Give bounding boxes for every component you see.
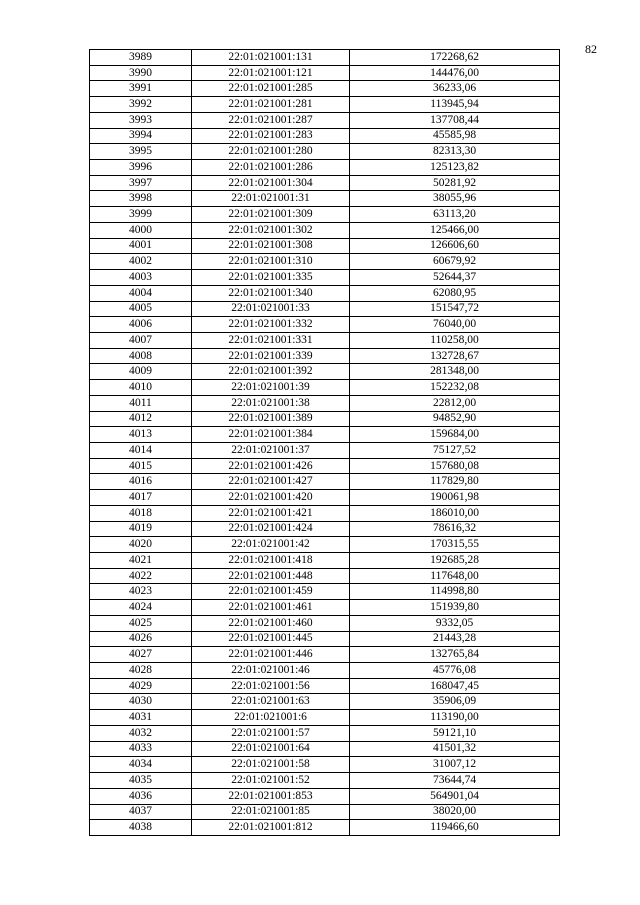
table-row [90, 710, 560, 726]
row-number-cell: 4018 [90, 505, 192, 521]
cadastral-number-cell: 22:01:021001:308 [192, 238, 350, 254]
row-number-cell: 4017 [90, 490, 192, 506]
value-cell: 117648,00 [350, 568, 560, 584]
value-cell: 172268,62 [350, 50, 560, 66]
cadastral-number-cell: 22:01:021001:42 [192, 537, 350, 553]
row-number-cell: 4004 [90, 285, 192, 301]
row-number-cell: 4020 [90, 537, 192, 553]
row-number-cell: 4009 [90, 364, 192, 380]
value-cell: 73644,74 [350, 773, 560, 789]
cadastral-number-cell: 22:01:021001:335 [192, 270, 350, 286]
cadastral-number-cell: 22:01:021001:6 [192, 710, 350, 726]
row-number-cell: 4016 [90, 474, 192, 490]
table-row [90, 81, 560, 97]
table-row [90, 458, 560, 474]
cadastral-number-cell: 22:01:021001:460 [192, 615, 350, 631]
value-cell: 144476,00 [350, 65, 560, 81]
value-cell: 151939,80 [350, 600, 560, 616]
value-cell: 113190,00 [350, 710, 560, 726]
row-number-cell: 4010 [90, 380, 192, 396]
table-row [90, 65, 560, 81]
value-cell: 59121,10 [350, 725, 560, 741]
value-cell: 132765,84 [350, 647, 560, 663]
cadastral-number-cell: 22:01:021001:340 [192, 285, 350, 301]
cadastral-number-cell: 22:01:021001:309 [192, 207, 350, 223]
value-cell: 36233,06 [350, 81, 560, 97]
row-number-cell: 4023 [90, 584, 192, 600]
table-row [90, 773, 560, 789]
row-number-cell: 3989 [90, 50, 192, 66]
value-cell: 117829,80 [350, 474, 560, 490]
table-row [90, 474, 560, 490]
value-cell: 9332,05 [350, 615, 560, 631]
value-cell: 168047,45 [350, 678, 560, 694]
cadastral-number-cell: 22:01:021001:46 [192, 663, 350, 679]
table-row [90, 600, 560, 616]
cadastral-number-cell: 22:01:021001:64 [192, 741, 350, 757]
table-row [90, 411, 560, 427]
row-number-cell: 4035 [90, 773, 192, 789]
value-cell: 21443,28 [350, 631, 560, 647]
cadastral-number-cell: 22:01:021001:57 [192, 725, 350, 741]
row-number-cell: 4002 [90, 254, 192, 270]
cadastral-number-cell: 22:01:021001:283 [192, 128, 350, 144]
cadastral-number-cell: 22:01:021001:37 [192, 442, 350, 458]
value-cell: 31007,12 [350, 757, 560, 773]
value-cell: 63113,20 [350, 207, 560, 223]
row-number-cell: 3992 [90, 97, 192, 113]
table-row [90, 144, 560, 160]
table-row [90, 238, 560, 254]
cadastral-number-cell: 22:01:021001:424 [192, 521, 350, 537]
table-row [90, 191, 560, 207]
value-cell: 75127,52 [350, 442, 560, 458]
row-number-cell: 4037 [90, 804, 192, 820]
cadastral-number-cell: 22:01:021001:421 [192, 505, 350, 521]
cadastral-number-cell: 22:01:021001:446 [192, 647, 350, 663]
value-cell: 78616,32 [350, 521, 560, 537]
cadastral-number-cell: 22:01:021001:287 [192, 112, 350, 128]
row-number-cell: 4003 [90, 270, 192, 286]
row-number-cell: 4030 [90, 694, 192, 710]
value-cell: 22812,00 [350, 395, 560, 411]
row-number-cell: 3998 [90, 191, 192, 207]
cadastral-number-cell: 22:01:021001:389 [192, 411, 350, 427]
value-cell: 41501,32 [350, 741, 560, 757]
value-cell: 125123,82 [350, 160, 560, 176]
row-number-cell: 4021 [90, 553, 192, 569]
table-row [90, 97, 560, 113]
row-number-cell: 4008 [90, 348, 192, 364]
cadastral-number-cell: 22:01:021001:121 [192, 65, 350, 81]
page-number: 82 [585, 42, 597, 56]
cadastral-number-cell: 22:01:021001:332 [192, 317, 350, 333]
table-row [90, 207, 560, 223]
table-row [90, 584, 560, 600]
cadastral-number-cell: 22:01:021001:38 [192, 395, 350, 411]
value-cell: 52644,37 [350, 270, 560, 286]
row-number-cell: 3997 [90, 175, 192, 191]
row-number-cell: 4036 [90, 788, 192, 804]
value-cell: 186010,00 [350, 505, 560, 521]
value-cell: 119466,60 [350, 820, 560, 836]
value-cell: 152232,08 [350, 380, 560, 396]
value-cell: 114998,80 [350, 584, 560, 600]
value-cell: 125466,00 [350, 222, 560, 238]
value-cell: 190061,98 [350, 490, 560, 506]
table-row [90, 678, 560, 694]
cadastral-number-cell: 22:01:021001:286 [192, 160, 350, 176]
row-number-cell: 4028 [90, 663, 192, 679]
table-row [90, 270, 560, 286]
table-row [90, 537, 560, 553]
value-cell: 82313,30 [350, 144, 560, 160]
value-cell: 126606,60 [350, 238, 560, 254]
table-row [90, 332, 560, 348]
value-cell: 110258,00 [350, 332, 560, 348]
table-row [90, 804, 560, 820]
table-row [90, 175, 560, 191]
value-cell: 170315,55 [350, 537, 560, 553]
row-number-cell: 3993 [90, 112, 192, 128]
value-cell: 35906,09 [350, 694, 560, 710]
table-row [90, 663, 560, 679]
value-cell: 94852,90 [350, 411, 560, 427]
table-row [90, 553, 560, 569]
table-row [90, 128, 560, 144]
table-row [90, 694, 560, 710]
cadastral-number-cell: 22:01:021001:85 [192, 804, 350, 820]
value-cell: 157680,08 [350, 458, 560, 474]
value-cell: 151547,72 [350, 301, 560, 317]
table-row [90, 395, 560, 411]
table-row [90, 490, 560, 506]
row-number-cell: 4011 [90, 395, 192, 411]
row-number-cell: 4032 [90, 725, 192, 741]
row-number-cell: 4034 [90, 757, 192, 773]
row-number-cell: 3990 [90, 65, 192, 81]
table-row [90, 427, 560, 443]
row-number-cell: 3999 [90, 207, 192, 223]
table-row [90, 820, 560, 836]
cadastral-number-cell: 22:01:021001:427 [192, 474, 350, 490]
value-cell: 159684,00 [350, 427, 560, 443]
table-row [90, 285, 560, 301]
parcel-table [89, 49, 560, 836]
row-number-cell: 3994 [90, 128, 192, 144]
row-number-cell: 4025 [90, 615, 192, 631]
table-row [90, 568, 560, 584]
value-cell: 192685,28 [350, 553, 560, 569]
row-number-cell: 4026 [90, 631, 192, 647]
value-cell: 132728,67 [350, 348, 560, 364]
cadastral-number-cell: 22:01:021001:392 [192, 364, 350, 380]
row-number-cell: 3991 [90, 81, 192, 97]
cadastral-number-cell: 22:01:021001:33 [192, 301, 350, 317]
cadastral-number-cell: 22:01:021001:52 [192, 773, 350, 789]
table-row [90, 725, 560, 741]
cadastral-number-cell: 22:01:021001:853 [192, 788, 350, 804]
cadastral-number-cell: 22:01:021001:56 [192, 678, 350, 694]
cadastral-number-cell: 22:01:021001:302 [192, 222, 350, 238]
table-row [90, 348, 560, 364]
cadastral-number-cell: 22:01:021001:331 [192, 332, 350, 348]
row-number-cell: 4027 [90, 647, 192, 663]
table-row [90, 442, 560, 458]
row-number-cell: 4022 [90, 568, 192, 584]
row-number-cell: 4033 [90, 741, 192, 757]
cadastral-number-cell: 22:01:021001:461 [192, 600, 350, 616]
table-body [90, 50, 560, 836]
row-number-cell: 4012 [90, 411, 192, 427]
value-cell: 281348,00 [350, 364, 560, 380]
cadastral-number-cell: 22:01:021001:281 [192, 97, 350, 113]
cadastral-number-cell: 22:01:021001:280 [192, 144, 350, 160]
row-number-cell: 4014 [90, 442, 192, 458]
table-row [90, 757, 560, 773]
row-number-cell: 4024 [90, 600, 192, 616]
value-cell: 76040,00 [350, 317, 560, 333]
row-number-cell: 3995 [90, 144, 192, 160]
table-row [90, 160, 560, 176]
value-cell: 60679,92 [350, 254, 560, 270]
row-number-cell: 3996 [90, 160, 192, 176]
value-cell: 45585,98 [350, 128, 560, 144]
row-number-cell: 4007 [90, 332, 192, 348]
table-row [90, 364, 560, 380]
value-cell: 137708,44 [350, 112, 560, 128]
value-cell: 50281,92 [350, 175, 560, 191]
row-number-cell: 4019 [90, 521, 192, 537]
value-cell: 113945,94 [350, 97, 560, 113]
table-row [90, 50, 560, 66]
cadastral-number-cell: 22:01:021001:58 [192, 757, 350, 773]
cadastral-number-cell: 22:01:021001:304 [192, 175, 350, 191]
row-number-cell: 4038 [90, 820, 192, 836]
cadastral-number-cell: 22:01:021001:63 [192, 694, 350, 710]
table-row [90, 631, 560, 647]
cadastral-number-cell: 22:01:021001:445 [192, 631, 350, 647]
row-number-cell: 4006 [90, 317, 192, 333]
row-number-cell: 4031 [90, 710, 192, 726]
cadastral-number-cell: 22:01:021001:310 [192, 254, 350, 270]
cadastral-number-cell: 22:01:021001:418 [192, 553, 350, 569]
row-number-cell: 4001 [90, 238, 192, 254]
cadastral-number-cell: 22:01:021001:131 [192, 50, 350, 66]
cadastral-number-cell: 22:01:021001:426 [192, 458, 350, 474]
cadastral-number-cell: 22:01:021001:285 [192, 81, 350, 97]
value-cell: 45776,08 [350, 663, 560, 679]
cadastral-number-cell: 22:01:021001:420 [192, 490, 350, 506]
value-cell: 38020,00 [350, 804, 560, 820]
table-row [90, 741, 560, 757]
table-row [90, 301, 560, 317]
table-row [90, 112, 560, 128]
cadastral-number-cell: 22:01:021001:812 [192, 820, 350, 836]
table-row [90, 254, 560, 270]
row-number-cell: 4029 [90, 678, 192, 694]
cadastral-number-cell: 22:01:021001:339 [192, 348, 350, 364]
table-row [90, 222, 560, 238]
row-number-cell: 4013 [90, 427, 192, 443]
table-row [90, 505, 560, 521]
cadastral-number-cell: 22:01:021001:448 [192, 568, 350, 584]
table-row [90, 317, 560, 333]
cadastral-number-cell: 22:01:021001:39 [192, 380, 350, 396]
table-row [90, 380, 560, 396]
table-row [90, 521, 560, 537]
table-row [90, 647, 560, 663]
value-cell: 62080,95 [350, 285, 560, 301]
row-number-cell: 4005 [90, 301, 192, 317]
value-cell: 38055,96 [350, 191, 560, 207]
row-number-cell: 4015 [90, 458, 192, 474]
row-number-cell: 4000 [90, 222, 192, 238]
table-row [90, 788, 560, 804]
cadastral-number-cell: 22:01:021001:31 [192, 191, 350, 207]
table-row [90, 615, 560, 631]
value-cell: 564901,04 [350, 788, 560, 804]
cadastral-number-cell: 22:01:021001:384 [192, 427, 350, 443]
cadastral-number-cell: 22:01:021001:459 [192, 584, 350, 600]
